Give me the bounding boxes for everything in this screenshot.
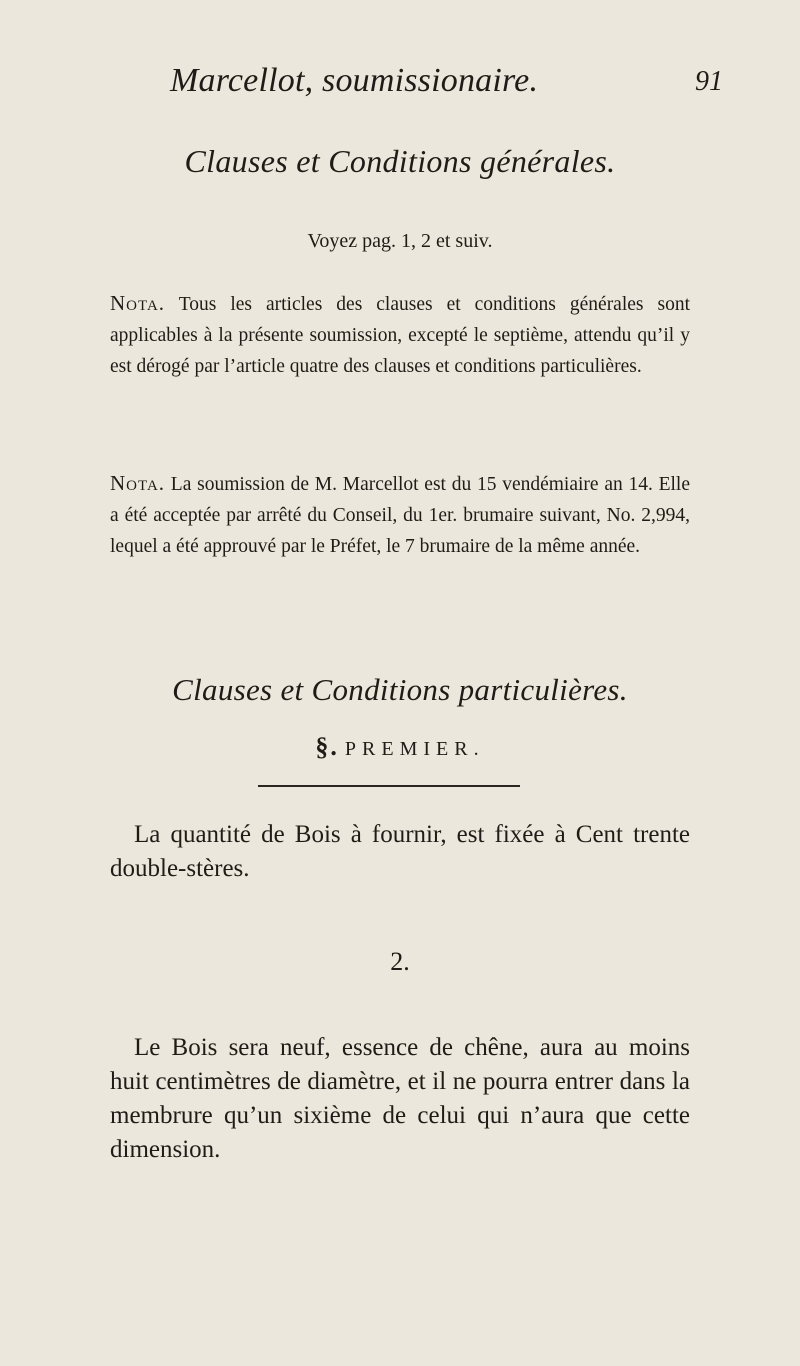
nota-paragraph [110,288,690,382]
paragraph-heading [0,732,800,762]
nota-paragraph [110,468,690,562]
nota-text: Tous les articles des clauses et conditions générales sont applicables à la présente soumission, excepté le septième, attendu qu’il y est dérogé par l’article quatre des clauses et conditions particulières. [110,294,690,377]
page-number: 91 [695,66,723,97]
particular-clauses-title: Clauses et Conditions particulières. [172,672,628,707]
nota-label: Nota. [110,471,166,495]
article-text: Le Bois sera neuf, essence de chêne, aura au moins huit centimètres de diamètre, et il ne pourra entrer dans la membrure qu’un sixième de celui qui n’aura que cette dimension. [110,1034,690,1163]
section-sign: §. [315,732,339,761]
divider-rule [258,785,520,787]
paragraph-label: PREMIER. [344,738,485,760]
page-reference: Voyez pag. 1, 2 et suiv. [307,230,493,252]
running-head: Marcellot, soumissionaire. [170,62,539,99]
nota-text: La soumission de M. Marcellot est du 15 vendémiaire an 14. Elle a été acceptée par arrêté du Conseil, du 1er. brumaire suivant, No. 2,994, lequel a été approuvé par le Préfet, le 7 brumaire de la même année. [110,474,690,557]
article-text: La quantité de Bois à fournir, est fixée à Cent trente double-stères. [110,821,690,882]
general-clauses-title: Clauses et Conditions générales. [184,143,616,179]
nota-label: Nota. [110,291,166,315]
article-number: 2. [390,947,410,976]
